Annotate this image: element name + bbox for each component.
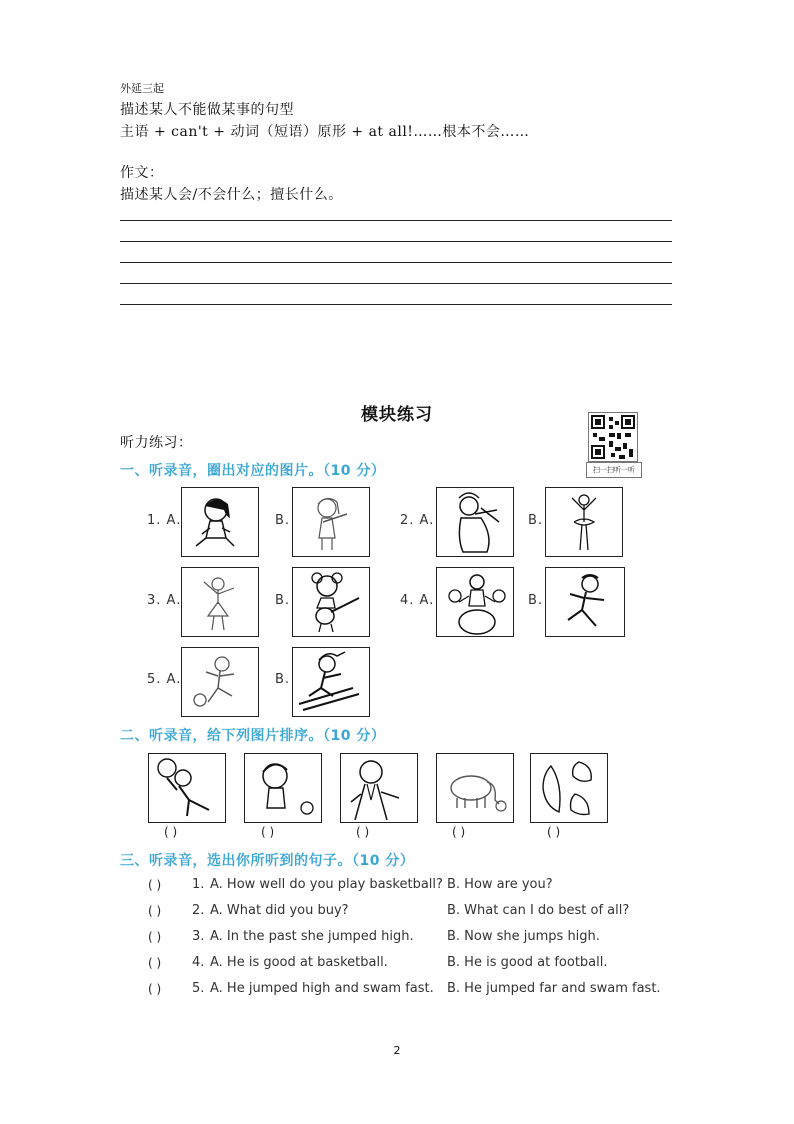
girl-playing-flute-icon[interactable] (292, 487, 370, 557)
boy-playing-drums-icon[interactable] (436, 567, 514, 637)
boy-with-ball-icon[interactable] (244, 753, 322, 823)
page-number: 2 (393, 1044, 401, 1057)
item-2-a-label: 2. A. (400, 513, 435, 528)
section1-heading: 一、听录音，圈出对应的图片。（10 分） (120, 463, 386, 479)
qr-code-icon (588, 412, 638, 462)
item-3-b-label: B. (275, 593, 291, 608)
qr-caption: 扫一扫听一听 (586, 462, 642, 478)
answer-blank-1[interactable]: ( ) (148, 878, 162, 892)
order-blank-4[interactable]: ( ) (452, 825, 466, 839)
option-a-2: A. What did you buy? (210, 903, 349, 918)
item-1-a-label: 1. A. (147, 513, 182, 528)
girl-skiing-icon[interactable] (292, 647, 370, 717)
composition-label: 作文： (120, 165, 164, 181)
option-b-4: B. He is good at football. (447, 955, 608, 970)
item-3-a-label: 3. A. (147, 593, 182, 608)
module-title: 模块练习 (361, 405, 433, 425)
running-boy-icon[interactable] (545, 567, 625, 637)
listening-label: 听力练习： (120, 435, 193, 451)
girl-playing-violin-icon[interactable] (436, 487, 514, 557)
section2-heading: 二、听录音，给下列图片排序。（10 分） (120, 728, 386, 744)
option-b-5: B. He jumped far and swam fast. (447, 981, 661, 996)
item-2-b-label: B. (528, 513, 544, 528)
order-blank-1[interactable]: ( ) (164, 825, 178, 839)
seashells-icon[interactable] (530, 753, 608, 823)
question-number: 3. (192, 929, 205, 944)
elephant-icon[interactable] (436, 753, 514, 823)
writing-line[interactable] (120, 304, 672, 305)
option-a-3: A. In the past she jumped high. (210, 929, 414, 944)
answer-blank-4[interactable]: ( ) (148, 956, 162, 970)
answer-blank-3[interactable]: ( ) (148, 930, 162, 944)
dancing-girl-icon[interactable] (181, 567, 259, 637)
goalkeeper-icon[interactable] (148, 753, 226, 823)
writing-line[interactable] (120, 283, 672, 284)
option-a-1: A. How well do you play basketball? (210, 877, 443, 892)
pattern-formula: 主语 + can't + 动词（短语）原形 + at all!……根本不会…… (120, 124, 530, 140)
order-blank-2[interactable]: ( ) (261, 825, 275, 839)
option-a-4: A. He is good at basketball. (210, 955, 388, 970)
order-blank-3[interactable]: ( ) (356, 825, 370, 839)
boy-kicking-ball-icon[interactable] (181, 647, 259, 717)
section3-heading: 三、听录音，选出你所听到的句子。（10 分） (120, 853, 415, 869)
writing-line[interactable] (120, 262, 672, 263)
item-5-a-label: 5. A. (147, 672, 182, 687)
lesson-tag: 外延三起 (120, 82, 164, 95)
item-1-b-label: B. (275, 513, 291, 528)
order-blank-5[interactable]: ( ) (547, 825, 561, 839)
option-b-2: B. What can I do best of all? (447, 903, 630, 918)
ballet-dancer-icon[interactable] (545, 487, 623, 557)
item-4-b-label: B. (528, 593, 544, 608)
item-5-b-label: B. (275, 672, 291, 687)
writing-line[interactable] (120, 220, 672, 221)
item-4-a-label: 4. A. (400, 593, 435, 608)
answer-blank-5[interactable]: ( ) (148, 982, 162, 996)
option-b-3: B. Now she jumps high. (447, 929, 600, 944)
sitting-girl-icon[interactable] (181, 487, 259, 557)
pattern-title: 描述某人不能做某事的句型 (120, 102, 294, 118)
question-number: 4. (192, 955, 205, 970)
question-number: 1. (192, 877, 205, 892)
option-b-1: B. How are you? (447, 877, 553, 892)
option-a-5: A. He jumped high and swam fast. (210, 981, 434, 996)
old-man-icon[interactable] (340, 753, 418, 823)
composition-prompt: 描述某人会/不会什么；擅长什么。 (120, 187, 343, 203)
writing-line[interactable] (120, 241, 672, 242)
girl-playing-guitar-icon[interactable] (292, 567, 370, 637)
question-number: 2. (192, 903, 205, 918)
answer-blank-2[interactable]: ( ) (148, 904, 162, 918)
question-number: 5. (192, 981, 205, 996)
